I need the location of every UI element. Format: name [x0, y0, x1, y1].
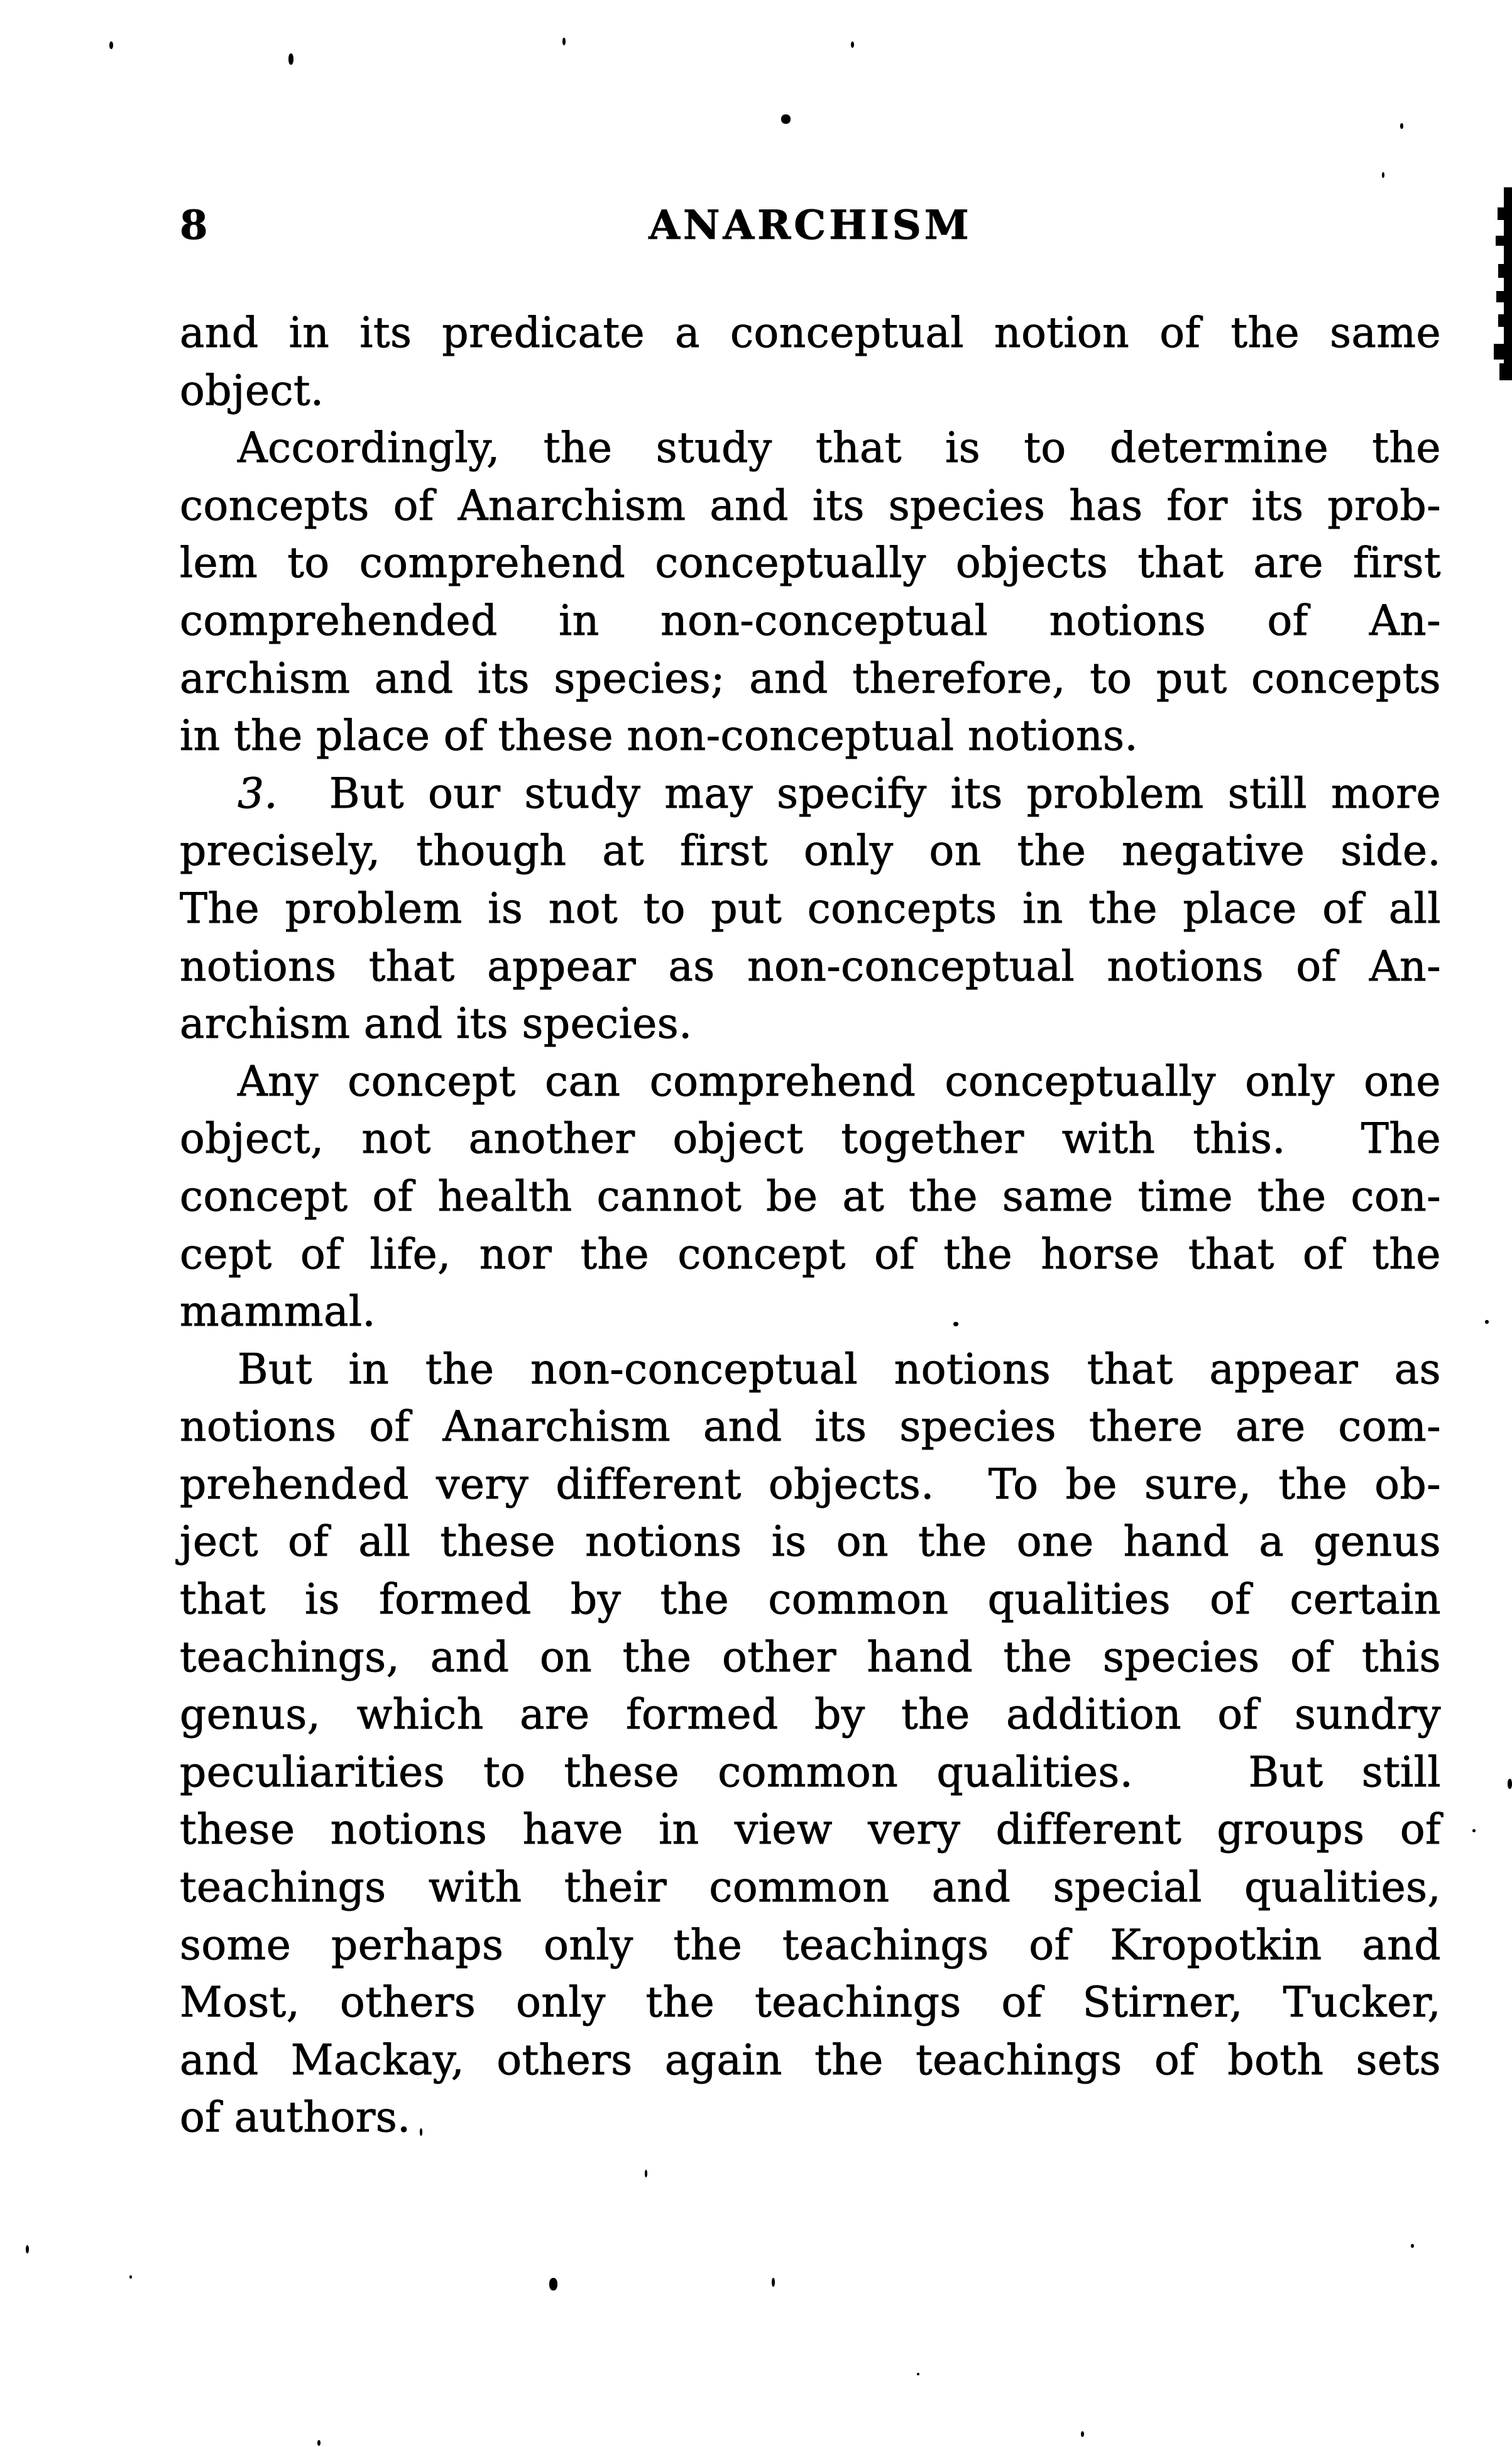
- scan-edge-bar: [1499, 363, 1507, 380]
- ink-speck: [772, 2278, 775, 2287]
- text-line: Most, others only the teachings of Stirner, Tucker,: [180, 1978, 1441, 2027]
- ink-speck: [549, 2278, 557, 2290]
- text-line: notions that appear as non-conceptual notions of An-: [180, 942, 1441, 991]
- text-line: archism and its species; and therefore, to put concepts: [180, 654, 1441, 703]
- text-line: 3. But our study may specify its problem still more: [238, 769, 1441, 818]
- text-line: and in its predicate a conceptual notion of the same: [180, 309, 1441, 357]
- text-line: The problem is not to put concepts in the place of all: [180, 884, 1441, 933]
- text-line: in the place of these non-conceptual notions.: [180, 712, 1138, 761]
- body-text: [180, 304, 1441, 2147]
- text-line: cept of life, nor the concept of the horse that of the: [180, 1229, 1441, 1278]
- ink-speck: [1472, 1829, 1476, 1832]
- text-line: teachings with their common and special qualities,: [180, 1863, 1441, 1912]
- ink-speck: [288, 53, 293, 65]
- text-line: concept of health cannot be at the same time the con-: [180, 1172, 1441, 1221]
- text-line: comprehended in non-conceptual notions of An-: [180, 596, 1441, 645]
- ink-speck: [129, 2275, 132, 2279]
- text-line: mammal.: [180, 1287, 376, 1336]
- scan-edge-bar: [1494, 344, 1504, 360]
- ink-speck: [1382, 172, 1384, 178]
- ink-speck: [1411, 2244, 1414, 2248]
- text-line: lem to comprehend conceptually objects that are first: [180, 539, 1441, 588]
- scan-edge-bar: [1504, 187, 1512, 380]
- ink-speck: [1508, 1779, 1512, 1789]
- scan-edge-bar: [1496, 291, 1504, 302]
- text-line: object.: [180, 366, 324, 415]
- ink-speck: [953, 1322, 958, 1326]
- text-line: archism and its species.: [180, 999, 693, 1048]
- text-line: genus, which are formed by the addition of sundry: [180, 1690, 1441, 1739]
- text-line: notions of Anarchism and its species there are com-: [180, 1402, 1441, 1451]
- text-line: concepts of Anarchism and its species has for its prob-: [180, 481, 1441, 530]
- ink-speck: [645, 2170, 647, 2177]
- text-line: of authors.: [180, 2093, 411, 2142]
- text-line: prehended very different objects. To be sure, the ob-: [180, 1460, 1441, 1509]
- ink-speck: [1400, 123, 1403, 129]
- scan-edge-bar: [1496, 236, 1504, 246]
- ink-speck: [317, 2440, 320, 2446]
- page-number: 8: [180, 202, 208, 249]
- ink-speck: [26, 2245, 29, 2253]
- text-line: these notions have in view very different groups of: [180, 1805, 1441, 1854]
- text-line: precisely, though at first only on the negative side.: [180, 827, 1441, 876]
- scan-edge-bar: [1498, 264, 1504, 278]
- text-line: and Mackay, others again the teachings of both sets: [180, 2035, 1441, 2084]
- text-line: teachings, and on the other hand the species of this: [180, 1632, 1441, 1681]
- text-line: that is formed by the common qualities of certain: [180, 1575, 1441, 1624]
- ink-speck: [781, 114, 791, 124]
- text-line: peculiarities to these common qualities. But still: [180, 1747, 1441, 1796]
- scan-edge-bar: [1498, 314, 1504, 327]
- ink-speck: [109, 41, 113, 49]
- ink-speck: [851, 41, 854, 48]
- running-head: ANARCHISM: [649, 202, 972, 249]
- text-line: Any concept can comprehend conceptually only one: [238, 1057, 1441, 1106]
- ink-speck: [1485, 1320, 1489, 1324]
- ink-speck: [917, 2373, 919, 2375]
- text-line: object, not another object together with this. The: [180, 1114, 1441, 1163]
- text-line: some perhaps only the teachings of Kropotkin and: [180, 1920, 1441, 1969]
- ink-speck: [1081, 2431, 1084, 2437]
- section-number: 3.: [238, 769, 278, 818]
- ink-speck: [562, 38, 566, 45]
- text-line: But in the non-conceptual notions that appear as: [238, 1344, 1441, 1394]
- text-line: ject of all these notions is on the one hand a genus: [180, 1517, 1441, 1566]
- text-line: Accordingly, the study that is to determine the: [238, 424, 1441, 473]
- ink-speck: [420, 2128, 422, 2136]
- scan-edge-bar: [1498, 207, 1504, 220]
